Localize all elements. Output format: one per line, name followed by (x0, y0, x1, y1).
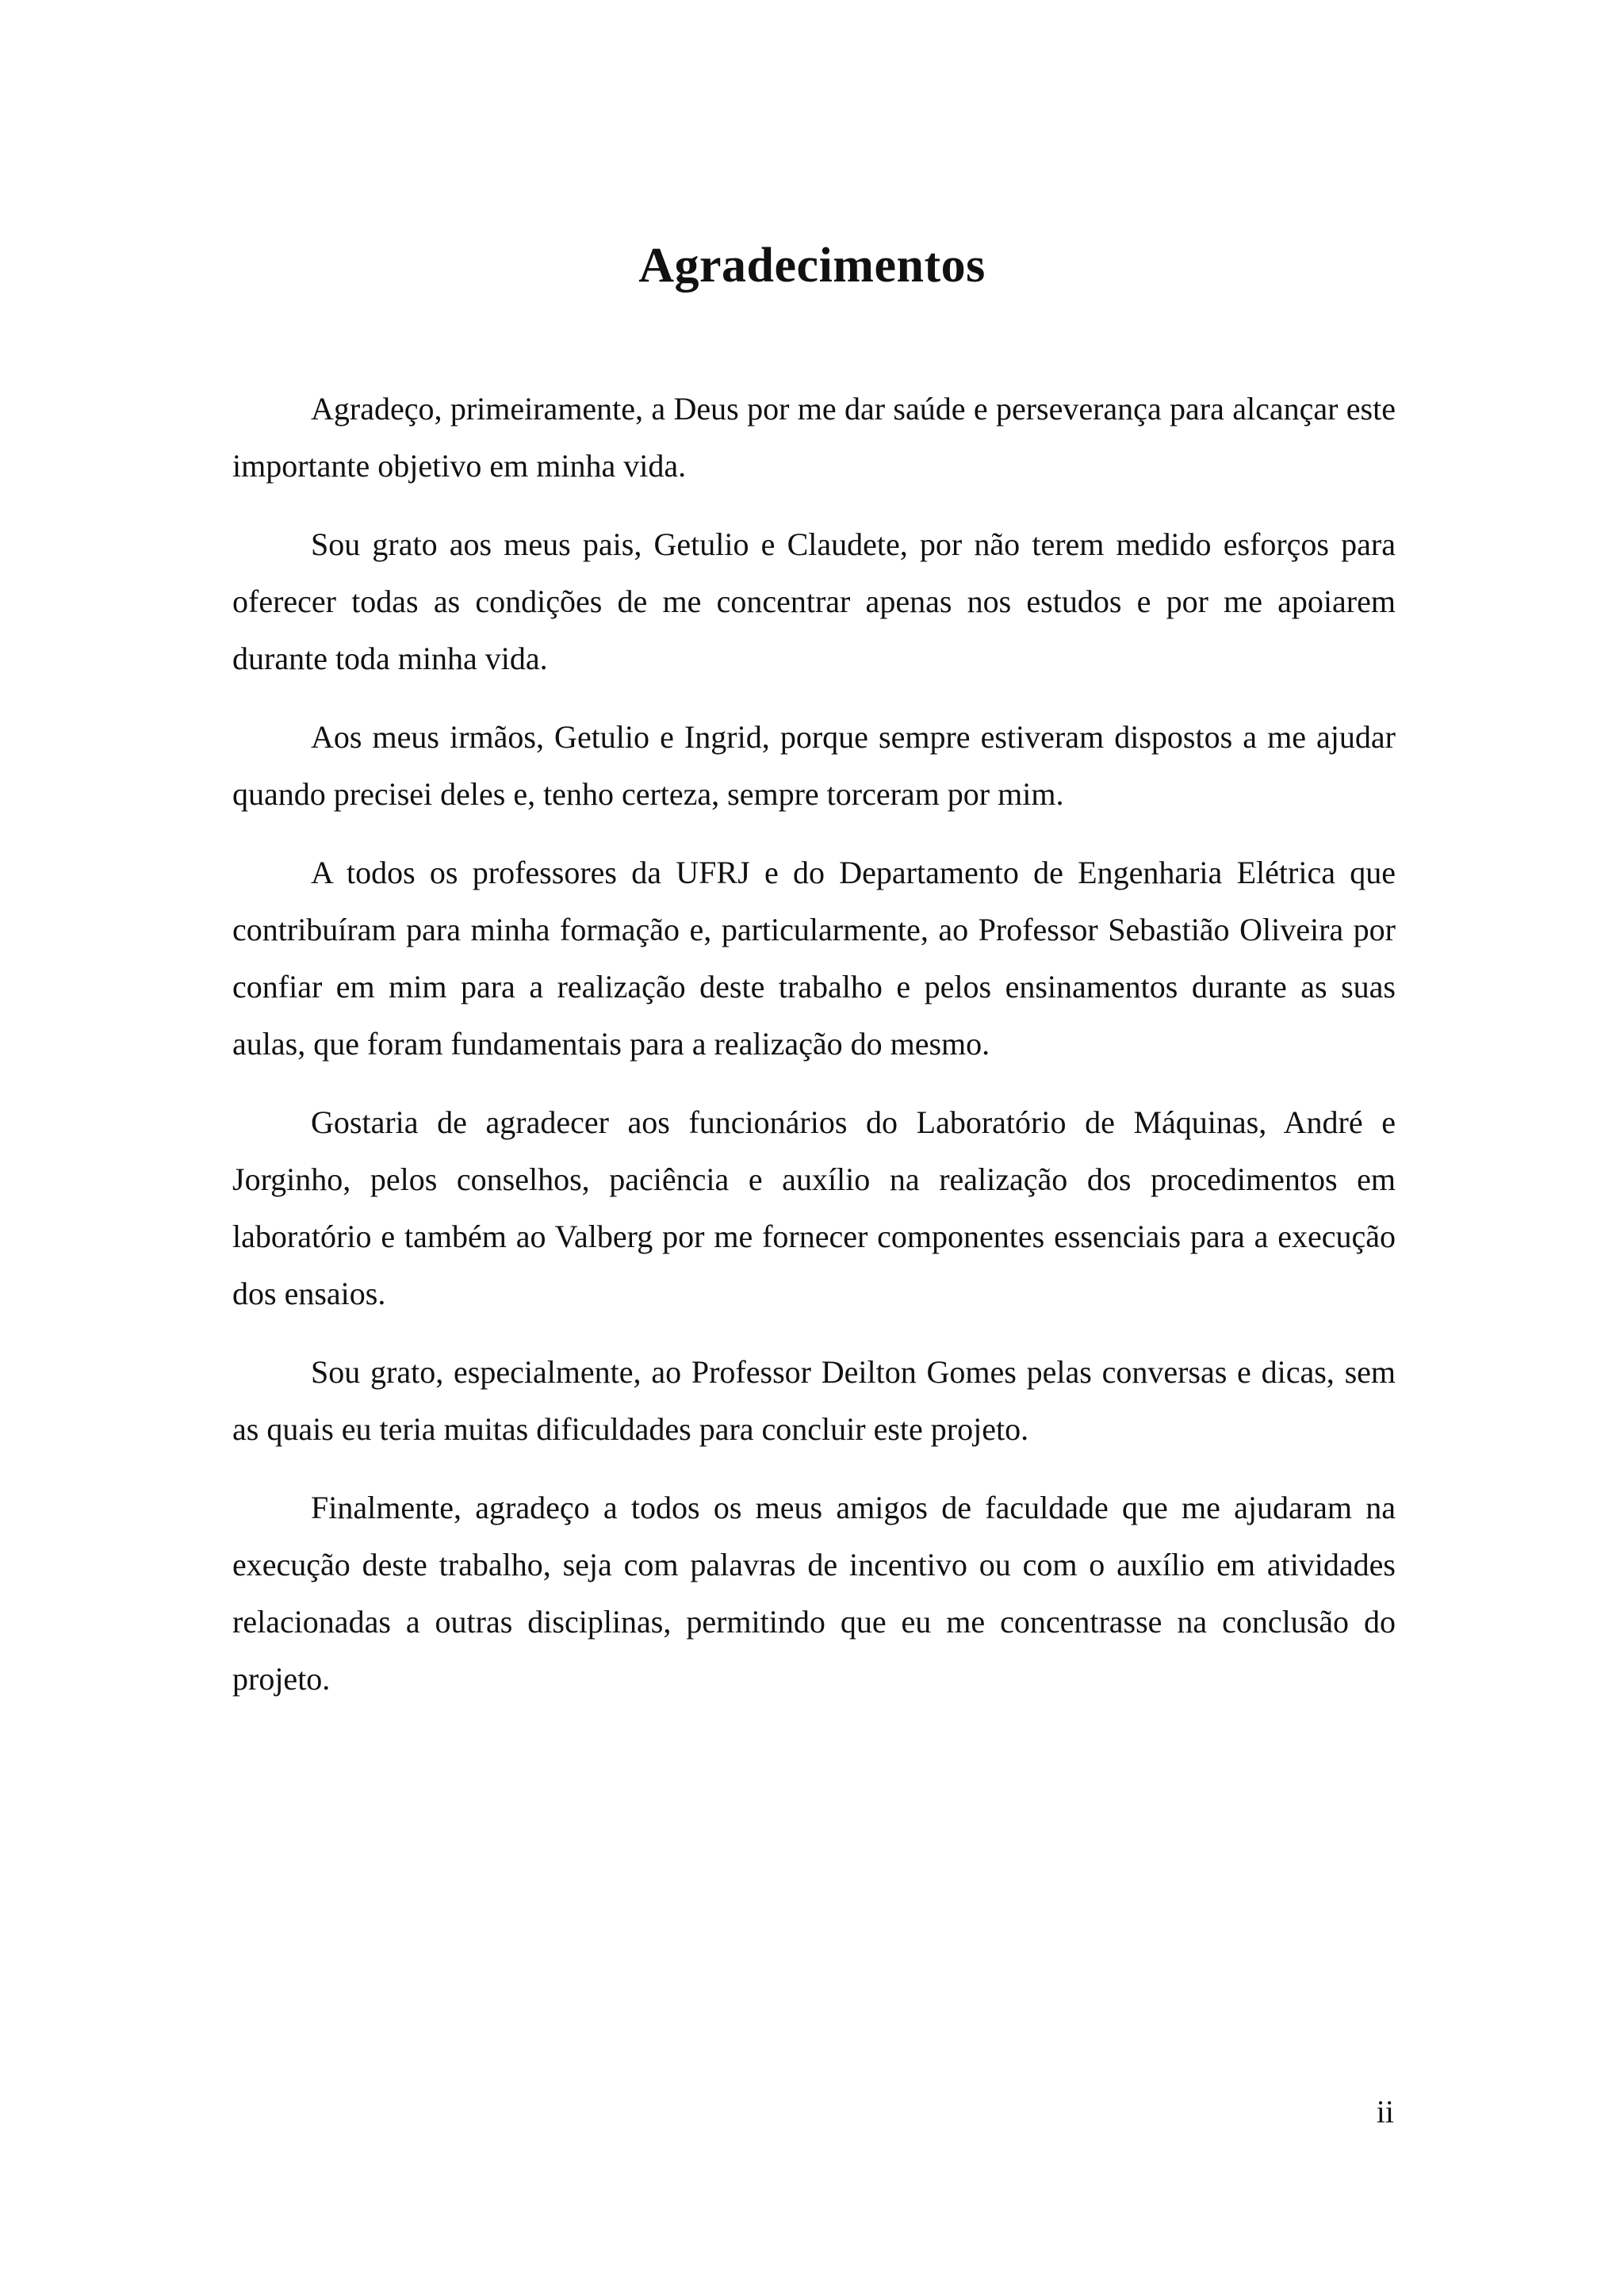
paragraph-2: Sou grato aos meus pais, Getulio e Claudete, por não terem medido esforços para oferecer todas as condições de me concentrar apenas nos estudos e por me apoiarem durante toda minha vida. (232, 526, 1396, 676)
page-title: Agradecimentos (638, 239, 986, 293)
paragraph-7: Finalmente, agradeço a todos os meus amigos de faculdade que me ajudaram na execução deste trabalho, seja com palavras de incentivo ou com o auxílio em atividades relacionadas a outras disciplinas, permitindo que eu me concentrasse na conclusão do projeto. (232, 1490, 1396, 1697)
acknowledgements-body (232, 381, 1396, 1729)
page-number: ii (1376, 2094, 1394, 2130)
paragraph-5: Gostaria de agradecer aos funcionários do Laboratório de Máquinas, André e Jorginho, pelos conselhos, paciência e auxílio na realização dos procedimentos em laboratório e também ao Valberg por me fornecer componentes essenciais para a execução dos ensaios. (232, 1104, 1396, 1311)
paragraph-4: A todos os professores da UFRJ e do Departamento de Engenharia Elétrica que contribuíram para minha formação e, particularmente, ao Professor Sebastião Oliveira por confiar em mim para a realização deste trabalho e pelos ensinamentos durante as suas aulas, que foram fundamentais para a realização do mesmo. (232, 855, 1396, 1062)
paragraph-1: Agradeço, primeiramente, a Deus por me dar saúde e perseverança para alcançar este importante objetivo em minha vida. (232, 391, 1396, 484)
paragraph-3: Aos meus irmãos, Getulio e Ingrid, porque sempre estiveram dispostos a me ajudar quando precisei deles e, tenho certeza, sempre torceram por mim. (232, 719, 1396, 812)
paragraph-6: Sou grato, especialmente, ao Professor Deilton Gomes pelas conversas e dicas, sem as quais eu teria muitas dificuldades para concluir este projeto. (232, 1354, 1396, 1447)
